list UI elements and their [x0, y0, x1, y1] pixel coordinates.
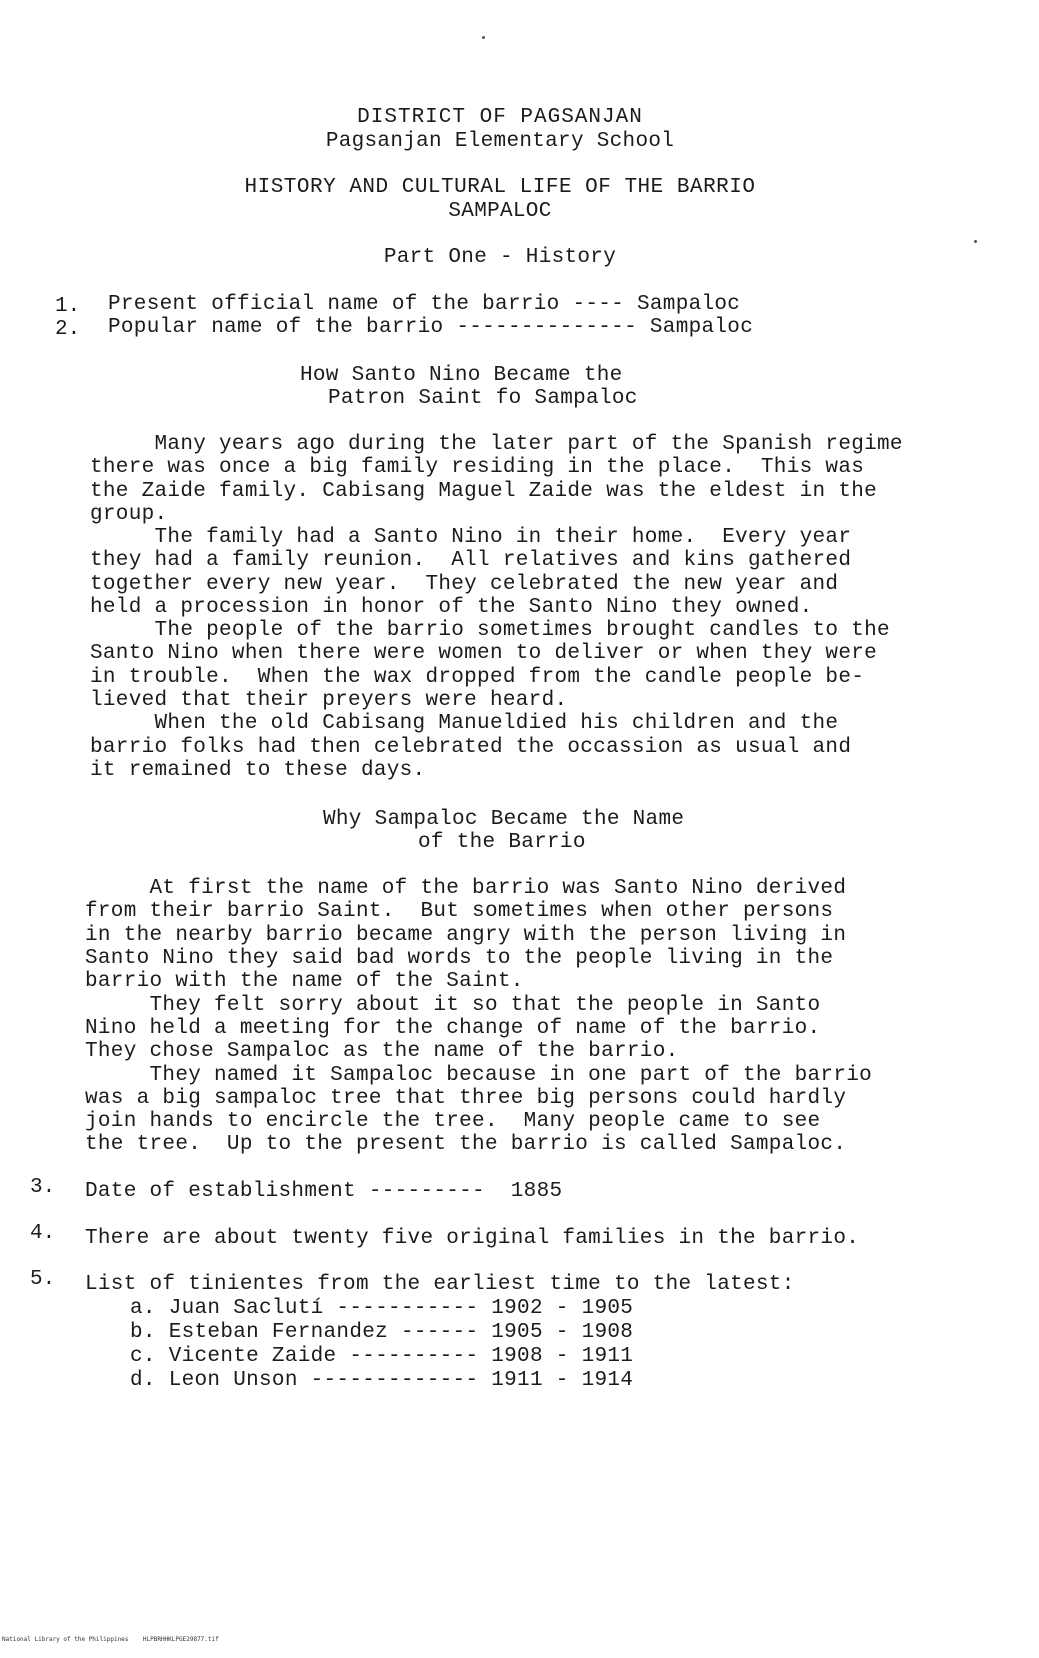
section-1-heading-line-2: Patron Saint fo Sampaloc — [328, 387, 638, 410]
teniente-entry: d. Leon Unson ------------- 1911 - 1914 — [130, 1369, 634, 1392]
section-1-line: held a procession in honor of the Santo Nino they owned. — [90, 596, 813, 619]
section-1-line: Many years ago during the later part of the Spanish regime — [90, 433, 903, 456]
archive-footer: National Library of the Philippines HLPBRHHKLPGE29877.tif — [2, 1636, 219, 1643]
item-2-number: 2. — [55, 318, 81, 341]
section-2-line: Nino held a meeting for the change of name of the barrio. — [85, 1017, 821, 1040]
item-5-number: 5. — [30, 1268, 56, 1291]
district-heading: DISTRICT OF PAGSANJAN — [357, 106, 643, 129]
section-2-heading-line-2: of the Barrio — [418, 831, 586, 854]
document-title-line-1: HISTORY AND CULTURAL LIFE OF THE BARRIO — [244, 176, 756, 199]
section-1-line: the Zaide family. Cabisang Maguel Zaide was the eldest in the — [90, 480, 878, 503]
item-1-text: Present official name of the barrio ---- Sampaloc — [108, 293, 741, 316]
school-heading: Pagsanjan Elementary School — [325, 130, 675, 153]
scan-speck — [974, 240, 977, 243]
section-2-line: They chose Sampaloc as the name of the barrio. — [85, 1040, 679, 1063]
section-1-line: The people of the barrio sometimes brought candles to the — [90, 619, 890, 642]
section-2-line: barrio with the name of the Saint. — [85, 970, 524, 993]
section-1-line: barrio folks had then celebrated the occassion as usual and — [90, 736, 852, 759]
section-2-line: join hands to encircle the tree. Many people came to see — [85, 1110, 821, 1133]
section-2-line: was a big sampaloc tree that three big persons could hardly — [85, 1087, 847, 1110]
section-1-line: When the old Cabisang Manueldied his children and the — [90, 712, 839, 735]
scan-speck — [482, 36, 485, 39]
section-2-line: At first the name of the barrio was Santo Nino derived — [85, 877, 847, 900]
teniente-entry: a. Juan Saclutí ----------- 1902 - 1905 — [130, 1297, 634, 1320]
item-4-text: There are about twenty five original families in the barrio. — [85, 1227, 860, 1250]
teniente-entry: b. Esteban Fernandez ------ 1905 - 1908 — [130, 1321, 634, 1344]
item-3-text: Date of establishment --------- 1885 — [85, 1180, 563, 1203]
document-title-line-2: SAMPALOC — [448, 200, 552, 223]
section-1-line: together every new year. They celebrated the new year and — [90, 573, 839, 596]
section-1-heading-line-1: How Santo Nino Became the — [300, 364, 623, 387]
section-2-line: Santo Nino they said bad words to the people living in the — [85, 947, 834, 970]
part-heading: Part One - History — [383, 246, 617, 269]
item-1-number: 1. — [55, 295, 81, 318]
section-1-line: The family had a Santo Nino in their home. Every year — [90, 526, 852, 549]
section-2-heading-line-1: Why Sampaloc Became the Name — [323, 808, 685, 831]
teniente-entry: c. Vicente Zaide ---------- 1908 - 1911 — [130, 1345, 634, 1368]
section-1-line: Santo Nino when there were women to deliver or when they were — [90, 642, 878, 665]
section-1-line: lieved that their preyers were heard. — [90, 689, 568, 712]
section-1-line: group. — [90, 503, 168, 526]
section-2-line: in the nearby barrio became angry with the person living in — [85, 924, 847, 947]
section-2-line: They named it Sampaloc because in one part of the barrio — [85, 1064, 873, 1087]
section-1-line: there was once a big family residing in the place. This was — [90, 456, 865, 479]
section-1-line: it remained to these days. — [90, 759, 426, 782]
item-3-number: 3. — [30, 1176, 56, 1199]
item-4-number: 4. — [30, 1222, 56, 1245]
item-5-text: List of tinientes from the earliest time to the latest: — [85, 1273, 795, 1296]
section-1-line: in trouble. When the wax dropped from the candle people be- — [90, 666, 865, 689]
item-2-text: Popular name of the barrio -------------- Sampaloc — [108, 316, 754, 339]
section-1-line: they had a family reunion. All relatives and kins gathered — [90, 549, 852, 572]
section-2-line: They felt sorry about it so that the people in Santo — [85, 994, 821, 1017]
section-2-line: the tree. Up to the present the barrio is called Sampaloc. — [85, 1133, 847, 1156]
section-2-line: from their barrio Saint. But sometimes when other persons — [85, 900, 834, 923]
